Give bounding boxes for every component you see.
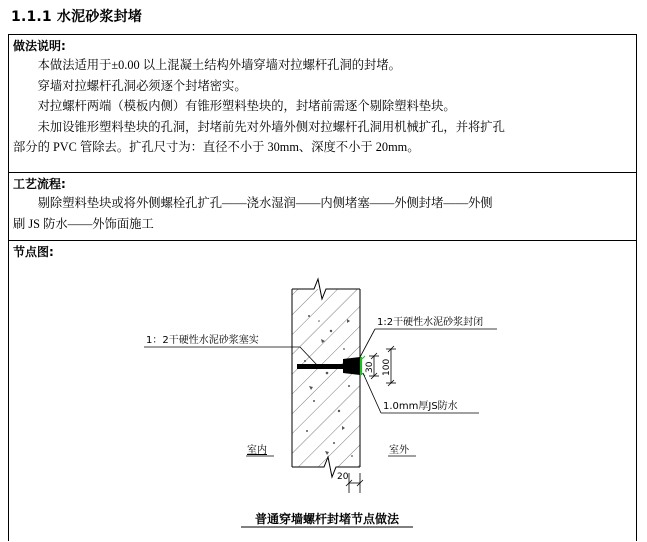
process-line-1: 剔除塑料垫块或将外侧螺栓孔扩孔——浇水湿润——内侧堵塞——外侧封堵——外侧 [37,196,493,210]
dimension-30-label: 30 [365,361,375,373]
node-detail-drawing [9,261,636,541]
waterproof-label: 1.0mm厚JS防水 [383,401,458,412]
indoor-label: 室内 [247,445,267,456]
outer-seal-label: 1:2干硬性水泥砂浆封闭 [377,317,484,328]
figure-section [9,241,636,542]
figure-title: 节点图: [13,245,54,259]
description-section [9,35,636,173]
document-table [8,34,637,541]
outer-seal-leader [359,329,497,359]
description-line-5: 部分的 PVC 管除去。扩孔尺寸为：直径不小于 30mm、深度不小于 20mm。 [13,140,420,154]
inner-fill-leader [144,347,317,365]
figure-caption: 普通穿墙螺杆封堵节点做法 [254,512,400,526]
outdoor-label: 室外 [389,445,409,456]
description-line-1: 本做法适用于±0.00 以上混凝土结构外墙穿墙对拉螺杆孔洞的封堵。 [37,58,401,72]
process-line-2: 刷 JS 防水——外饰面施工 [13,217,154,231]
process-title: 工艺流程: [13,177,66,191]
dimension-100-label: 100 [382,358,392,376]
section-heading: 1.1.1 水泥砂浆封堵 [11,9,143,25]
description-line-3: 对拉螺杆两端（模板内侧）有锥形塑料垫块的，封堵前需逐个剔除塑料垫块。 [37,99,456,113]
process-section [9,173,636,241]
dimension-20 [346,473,363,493]
concrete-wall [292,279,360,477]
dimension-20-label: 20 [337,472,349,482]
description-title: 做法说明: [13,39,66,53]
description-line-2: 穿墙对拉螺杆孔洞必须逐个封堵密实。 [37,78,247,93]
inner-fill-label: 1：2干硬性水泥砂浆塞实 [146,335,259,346]
description-line-4: 未加设锥形塑料垫块的孔洞，封堵前先对外墙外侧对拉螺杆孔洞用机械扩孔，并将扩孔 [37,119,505,134]
